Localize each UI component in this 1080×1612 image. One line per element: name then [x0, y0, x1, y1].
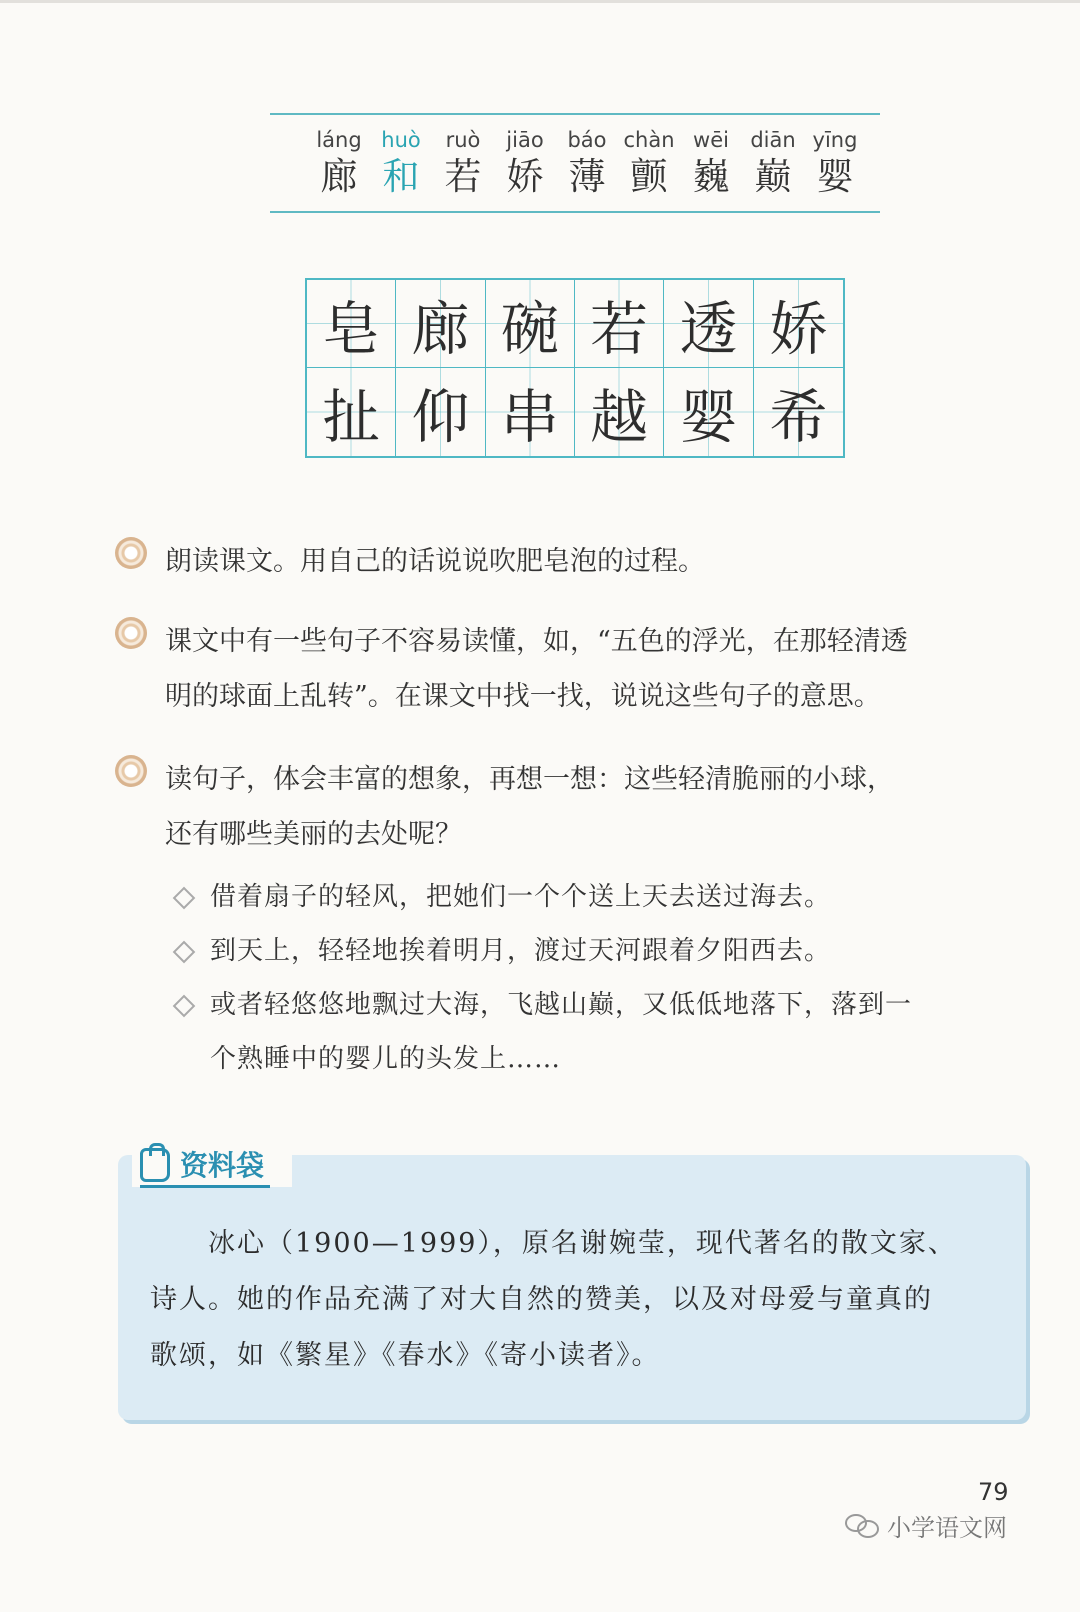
pinyin-items: [308, 127, 866, 201]
pinyin-character: 娇: [506, 155, 544, 198]
grid-character: 仰: [396, 368, 485, 456]
example-sentences: [170, 870, 1030, 1086]
data-bag-text: [150, 1216, 990, 1384]
top-edge-line: [0, 0, 1080, 3]
exercise-3-line-2: 还有哪些美丽的去处呢？: [165, 819, 462, 850]
grid-character: 皂: [307, 280, 396, 368]
exercise-2-text: [165, 614, 1035, 724]
grid-character: 若: [575, 280, 664, 368]
data-bag-line-2: 诗人。她的作品充满了对大自然的赞美，以及对母爱与童真的: [150, 1284, 933, 1315]
pinyin-word: [618, 127, 680, 201]
exercise-3: [115, 752, 1035, 862]
grid-character: 碗: [486, 280, 575, 368]
grid-character: 透: [664, 280, 753, 368]
data-bag-title: 资料袋: [180, 1149, 265, 1182]
pinyin-character: 若: [444, 155, 482, 198]
pinyin-word: [680, 127, 742, 201]
pinyin-word: [804, 127, 866, 201]
pinyin-syllable: báo: [567, 128, 607, 152]
pinyin-top-rule: [270, 113, 880, 115]
exercise-1: [115, 534, 1035, 589]
pinyin-character: 巅: [754, 155, 792, 198]
pinyin-word: [556, 127, 618, 201]
pinyin-character: 巍: [692, 155, 730, 198]
exercise-bullet-icon: [115, 617, 147, 649]
grid-character: 越: [575, 368, 664, 456]
pinyin-word: [308, 127, 370, 201]
pinyin-word: [494, 127, 556, 201]
grid-character: 扯: [307, 368, 396, 456]
pinyin-syllable: wēi: [693, 128, 729, 152]
exercise-bullet-icon: [115, 755, 147, 787]
example-sentence-3-line-2: 个熟睡中的婴儿的头发上……: [210, 1044, 562, 1074]
pinyin-syllable: chàn: [623, 128, 675, 152]
grid-character: 希: [754, 368, 843, 456]
page-number: 79: [978, 1478, 1009, 1506]
grid-character: 婴: [664, 368, 753, 456]
pinyin-bottom-rule: [270, 211, 880, 213]
exercise-1-text: 朗读课文。用自己的话说说吹肥皂泡的过程。: [165, 546, 705, 577]
bag-icon: [140, 1148, 170, 1182]
example-sentence-2-text: 到天上，轻轻地挨着明月，渡过天河跟着夕阳西去。: [210, 936, 832, 966]
example-sentence-3: [170, 978, 1030, 1086]
pinyin-character: 和: [382, 155, 420, 198]
data-bag-line-1-text: 冰心（1900—1999），原名谢婉莹，现代著名的散文家、: [208, 1228, 957, 1259]
exercise-3-line-1: 读句子，体会丰富的想象，再想一想：这些轻清脆丽的小球，: [165, 764, 894, 795]
pinyin-word: [370, 127, 432, 201]
watermark-text: 小学语文网: [887, 1514, 1007, 1542]
pinyin-syllable: diān: [750, 128, 796, 152]
pinyin-character: 薄: [568, 155, 606, 198]
grid-character: 廊: [396, 280, 485, 368]
exercise-bullet-icon: [115, 537, 147, 569]
diamond-icon: [173, 887, 196, 910]
example-sentence-2: [170, 924, 1030, 978]
pinyin-character: 婴: [816, 155, 854, 198]
data-bag-line-1: [150, 1216, 990, 1272]
diamond-icon: [173, 941, 196, 964]
exercise-2: [115, 614, 1035, 724]
watermark: [845, 1508, 1007, 1543]
pinyin-character: 廊: [320, 155, 358, 198]
data-bag-title-underline: [140, 1185, 270, 1188]
chat-bubbles-icon: [845, 1514, 879, 1538]
pinyin-syllable: láng: [316, 128, 362, 152]
pinyin-syllable: jiāo: [506, 128, 544, 152]
diamond-icon: [173, 995, 196, 1018]
example-sentence-1: [170, 870, 1030, 924]
exercise-3-text: [165, 752, 1035, 862]
pinyin-word: [432, 127, 494, 201]
pinyin-syllable: huò: [381, 128, 421, 152]
pinyin-syllable: yīng: [812, 128, 858, 152]
exercise-2-line-1: 课文中有一些句子不容易读懂，如，“五色的浮光，在那轻清透: [165, 626, 908, 657]
example-sentence-3-line-1: 或者轻悠悠地飘过大海，飞越山巅，又低低地落下，落到一: [210, 990, 913, 1020]
exercise-2-line-2: 明的球面上乱转”。在课文中找一找，说说这些句子的意思。: [165, 681, 881, 712]
writing-character-grid: [305, 278, 845, 458]
pinyin-syllable: ruò: [445, 128, 481, 152]
example-sentence-1-text: 借着扇子的轻风，把她们一个个送上天去送过海去。: [210, 882, 832, 912]
grid-character: 串: [486, 368, 575, 456]
grid-character: 娇: [754, 280, 843, 368]
pinyin-character: 颤: [630, 155, 668, 198]
pinyin-word: [742, 127, 804, 201]
data-bag-line-3: 歌颂，如《繁星》《春水》《寄小读者》。: [150, 1340, 661, 1371]
pinyin-word-strip: [270, 113, 880, 213]
